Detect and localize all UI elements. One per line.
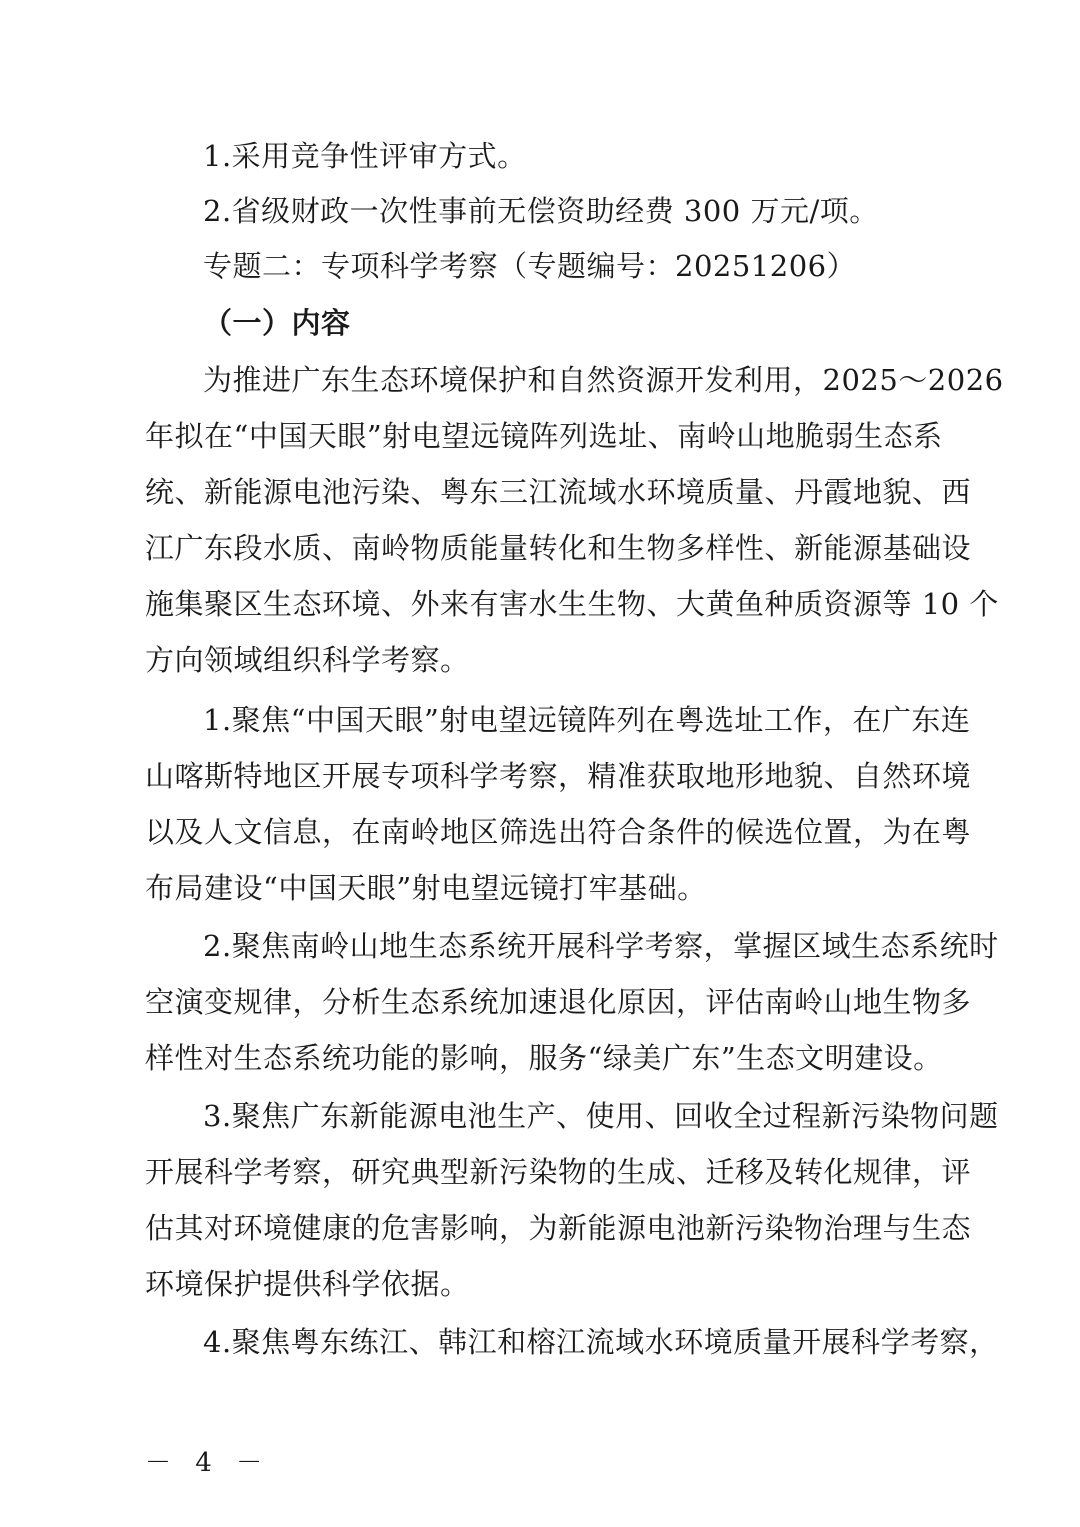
paragraph-line: 估其对环境健康的危害影响，为新能源电池新污染物治理与生态 [145, 1211, 972, 1245]
paragraph-line: 山喀斯特地区开展专项科学考察，精准获取地形地貌、自然环境 [145, 759, 972, 793]
paragraph-line: 3.聚焦广东新能源电池生产、使用、回收全过程新污染物问题 [203, 1099, 999, 1133]
section-heading: （一）内容 [203, 306, 351, 340]
paragraph-line: 施集聚区生态环境、外来有害水生生物、大黄鱼种质资源等 10 个 [145, 587, 999, 621]
paragraph-line: 环境保护提供科学依据。 [145, 1267, 470, 1301]
paragraph-line: 江广东段水质、南岭物质能量转化和生物多样性、新能源基础设 [145, 531, 972, 565]
paragraph-line: 1.聚焦“中国天眼”射电望远镜阵列在粤选址工作，在广东连 [203, 703, 971, 737]
paragraph-line: 4.聚焦粤东练江、韩江和榕江流域水环境质量开展科学考察， [203, 1325, 999, 1359]
paragraph-line: 开展科学考察，研究典型新污染物的生成、迁移及转化规律，评 [145, 1155, 972, 1189]
paragraph-line: 年拟在“中国天眼”射电望远镜阵列选址、南岭山地脆弱生态系 [145, 419, 943, 453]
paragraph-line: 2.聚焦南岭山地生态系统开展科学考察，掌握区域生态系统时 [203, 929, 999, 963]
paragraph-line: 为推进广东生态环境保护和自然资源开发利用，2025～2026 [203, 363, 1004, 397]
topic-title: 专题二：专项科学考察（专题编号：20251206） [203, 249, 857, 283]
page-number: － 4 － [145, 1448, 271, 1478]
paragraph-line: 统、新能源电池污染、粤东三江流域水环境质量、丹霞地貌、西 [145, 475, 972, 509]
item-1-line: 1.采用竞争性评审方式。 [203, 139, 527, 173]
paragraph-line: 样性对生态系统功能的影响，服务“绿美广东”生态文明建设。 [145, 1041, 943, 1075]
paragraph-line: 布局建设“中国天眼”射电望远镜打牢基础。 [145, 871, 707, 905]
paragraph-line: 空演变规律，分析生态系统加速退化原因，评估南岭山地生物多 [145, 985, 972, 1019]
paragraph-line: 方向领域组织科学考察。 [145, 643, 470, 677]
paragraph-line: 以及人文信息，在南岭地区筛选出符合条件的候选位置，为在粤 [145, 815, 972, 849]
item-2-line: 2.省级财政一次性事前无偿资助经费 300 万元/项。 [203, 194, 879, 228]
